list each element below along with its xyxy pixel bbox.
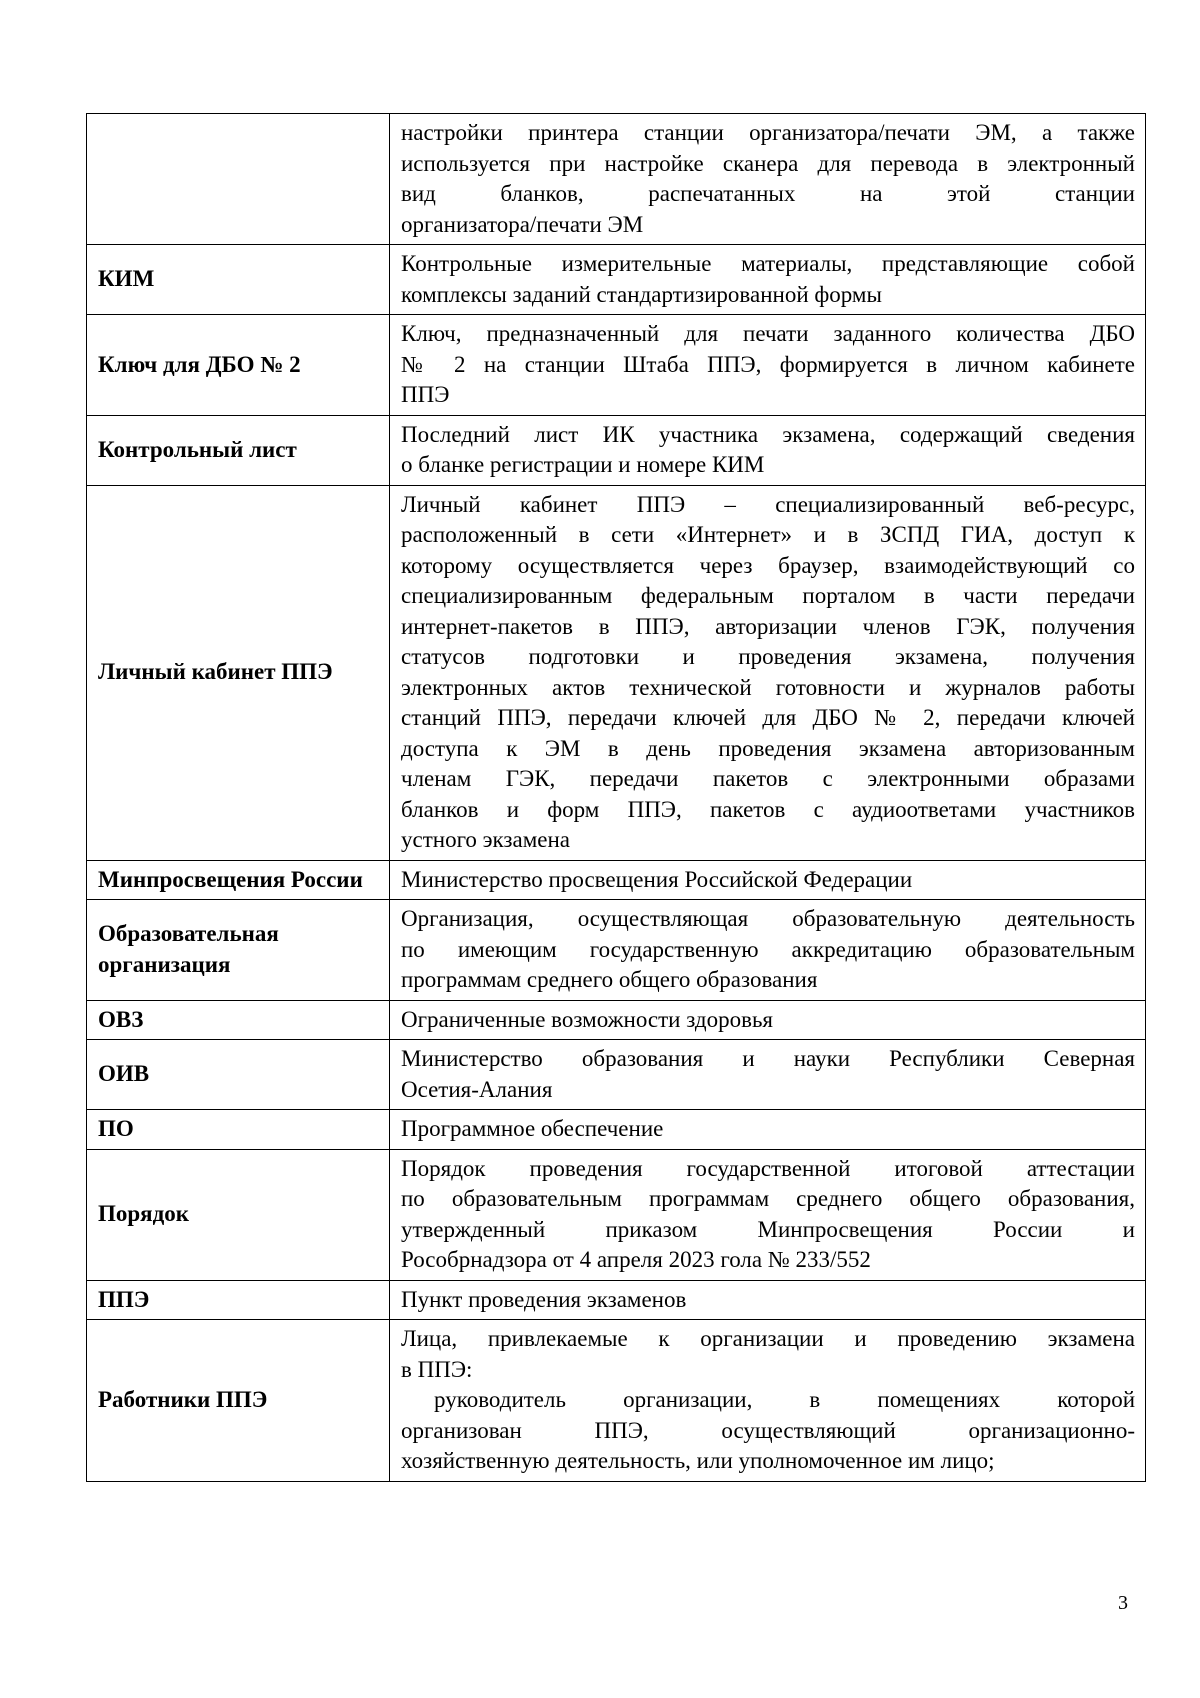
glossary-definition	[390, 1320, 1146, 1482]
definition-line: устного экзамена	[401, 827, 570, 852]
glossary-row	[87, 1040, 1146, 1110]
glossary-body	[87, 114, 1146, 1482]
definition-line: используется при настройке сканера для перевода в электронный	[401, 150, 1135, 176]
definition-line: Рособрнадзора от 4 апреля 2023 гола № 233/552	[401, 1247, 871, 1272]
glossary-definition	[390, 485, 1146, 860]
glossary-term: Минпросвещения России	[87, 860, 390, 900]
definition-line: Организация, осуществляющая образовательную деятельность	[401, 906, 1135, 931]
definition-line: программам среднего общего образования	[401, 967, 818, 992]
glossary-row	[87, 415, 1146, 485]
glossary-row	[87, 860, 1146, 900]
definition-line: членам ГЭК, передачи пакетов с электронными образами	[401, 766, 1135, 791]
glossary-term	[87, 114, 390, 245]
glossary-definition	[390, 114, 1146, 245]
definition-line: вид бланков, распечатанных на этой станции	[401, 181, 1135, 206]
definition-line: Пункт проведения экзаменов	[401, 1286, 687, 1312]
definition-line: которому осуществляется через браузер, взаимодействующий со	[401, 552, 1135, 578]
definition-line: электронных актов технической готовности и журналов работы	[401, 674, 1135, 700]
glossary-term: ПО	[87, 1110, 390, 1150]
glossary-definition	[390, 1040, 1146, 1110]
definition-line: о бланке регистрации и номере КИМ	[401, 452, 765, 477]
definition-line: № 2 на станции Штаба ППЭ, формируется в личном кабинете	[401, 351, 1135, 377]
glossary-term: КИМ	[87, 245, 390, 315]
glossary-row	[87, 1320, 1146, 1482]
definition-line: станций ППЭ, передачи ключей для ДБО № 2, передачи ключей	[401, 705, 1135, 730]
definition-line: комплексы заданий стандартизированной формы	[401, 281, 882, 307]
definition-line: Личный кабинет ППЭ – специализированный веб-ресурс,	[401, 491, 1135, 517]
glossary-term: ОИВ	[87, 1040, 390, 1110]
glossary-term: Ключ для ДБО № 2	[87, 315, 390, 416]
definition-line: доступа к ЭМ в день проведения экзамена авторизованным	[401, 735, 1135, 761]
definition-line: Министерство образования и науки Республики Северная	[401, 1046, 1135, 1071]
definition-line: Лица, привлекаемые к организации и проведению экзамена	[401, 1326, 1135, 1351]
definition-line: Программное обеспечение	[401, 1116, 664, 1141]
glossary-definition	[390, 415, 1146, 485]
glossary-definition	[390, 1000, 1146, 1040]
definition-line: статусов подготовки и проведения экзамена, получения	[401, 644, 1135, 669]
definition-line: ППЭ	[401, 382, 450, 407]
glossary-term: Порядок	[87, 1149, 390, 1280]
definition-line: Ключ, предназначенный для печати заданного количества ДБО	[401, 321, 1135, 346]
glossary-row	[87, 1000, 1146, 1040]
definition-line: хозяйственную деятельность, или уполномоченное им лицо;	[401, 1448, 995, 1473]
glossary-term: Работники ППЭ	[87, 1320, 390, 1482]
definition-line: Порядок проведения государственной итоговой аттестации	[401, 1155, 1135, 1181]
glossary-row	[87, 1110, 1146, 1150]
definition-line: организован ППЭ, осуществляющий организационно-	[401, 1417, 1135, 1443]
definition-line: расположенный в сети «Интернет» и в ЗСПД ГИА, доступ к	[401, 522, 1135, 547]
glossary-row	[87, 114, 1146, 245]
glossary-row	[87, 1149, 1146, 1280]
glossary-definition	[390, 1280, 1146, 1320]
definition-line: настройки принтера станции организатора/печати ЭМ, а также	[401, 120, 1135, 145]
definition-line: по имеющим государственную аккредитацию образовательным	[401, 936, 1135, 962]
glossary-row	[87, 900, 1146, 1001]
glossary-table	[86, 113, 1146, 1482]
glossary-term: ППЭ	[87, 1280, 390, 1320]
glossary-definition	[390, 860, 1146, 900]
glossary-definition	[390, 1110, 1146, 1150]
definition-line: бланков и форм ППЭ, пакетов с аудиоответами участников	[401, 796, 1135, 822]
glossary-term: Контрольный лист	[87, 415, 390, 485]
definition-line: Министерство просвещения Российской Федерации	[401, 866, 913, 892]
glossary-row	[87, 315, 1146, 416]
glossary-definition	[390, 900, 1146, 1001]
glossary-definition	[390, 245, 1146, 315]
page-number: 3	[1118, 1592, 1128, 1614]
definition-line: руководитель организации, в помещениях которой	[434, 1387, 1135, 1412]
definition-line: Последний лист ИК участника экзамена, содержащий сведения	[401, 421, 1135, 447]
definition-line: Ограниченные возможности здоровья	[401, 1006, 774, 1032]
definition-line: интернет-пакетов в ППЭ, авторизации членов ГЭК, получения	[401, 613, 1135, 639]
definition-line: по образовательным программам среднего общего образования,	[401, 1186, 1135, 1211]
definition-line: утвержденный приказом Минпросвещения России и	[401, 1216, 1135, 1242]
glossary-row	[87, 245, 1146, 315]
glossary-term: ОВЗ	[87, 1000, 390, 1040]
glossary-definition	[390, 315, 1146, 416]
definition-line: Осетия-Алания	[401, 1076, 553, 1102]
glossary-row	[87, 485, 1146, 860]
glossary-term: Личный кабинет ППЭ	[87, 485, 390, 860]
definition-line: специализированным федеральным порталом в части передачи	[401, 583, 1135, 608]
definition-line: Контрольные измерительные материалы, представляющие собой	[401, 251, 1135, 276]
glossary-definition	[390, 1149, 1146, 1280]
glossary-term: Образовательная организация	[87, 900, 390, 1001]
definition-line: организатора/печати ЭМ	[401, 211, 644, 237]
definition-line: в ППЭ:	[401, 1356, 473, 1382]
glossary-row	[87, 1280, 1146, 1320]
